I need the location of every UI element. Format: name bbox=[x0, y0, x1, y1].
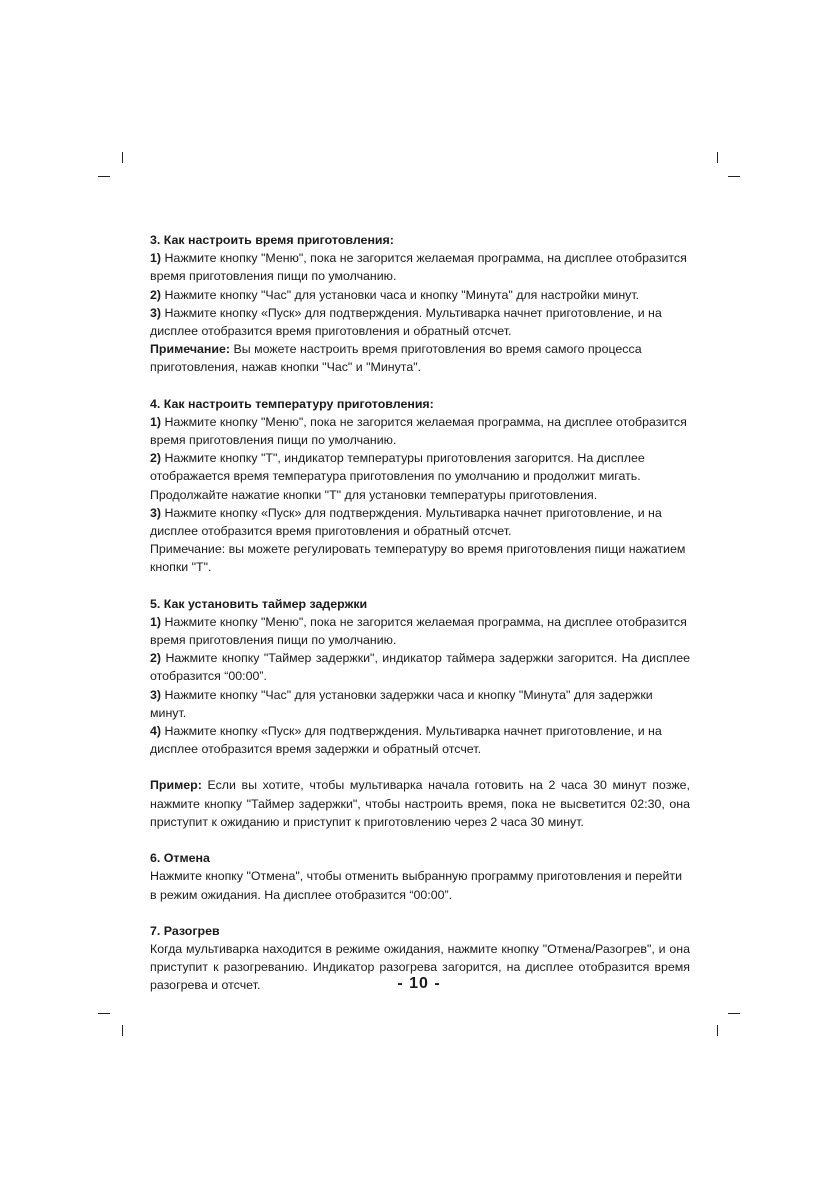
step-1 bbox=[150, 613, 690, 649]
note: Примечание: вы можете регулировать температуру во время приготовления пищи нажатием кнопки "T". bbox=[150, 542, 686, 575]
crop-mark bbox=[122, 1025, 123, 1036]
page-number: - 10 - bbox=[397, 975, 441, 992]
step-number: 2) bbox=[150, 451, 162, 466]
crop-mark bbox=[717, 152, 718, 163]
step-number: 2) bbox=[150, 287, 162, 302]
step-1 bbox=[150, 249, 690, 285]
step-number: 1) bbox=[150, 614, 162, 629]
note-text: Вы можете настроить время приготовления во время самого процесса приготовления, нажав кнопки "Час" и "Минута". bbox=[150, 342, 642, 375]
step-3 bbox=[150, 504, 690, 540]
crop-mark bbox=[728, 176, 740, 177]
step-text: Нажмите кнопку "Меню", пока не загорится желаемая программа, на дисплее отобразится время приготовления пищи по умолчанию. bbox=[150, 614, 687, 648]
example-text: Если вы хотите, чтобы мультиварка начала готовить на 2 часа 30 минут позже, нажмите кнопку "Таймер задержки", чтобы настроить время, пока не высветится 02:30, она приступит к ожиданию и приступит к приготовлению через 2 часа 30 минут. bbox=[150, 778, 690, 829]
step-number: 3) bbox=[150, 305, 162, 320]
step-1 bbox=[150, 413, 690, 449]
step-text: Нажмите кнопку "Час" для установки часа и кнопку "Минута" для настройки минут. bbox=[161, 287, 640, 302]
crop-mark bbox=[122, 152, 123, 163]
example-label: Пример: bbox=[150, 778, 202, 793]
section-title: 5. Как установить таймер задержки bbox=[150, 596, 368, 611]
step-number: 4) bbox=[150, 724, 162, 739]
step-number: 2) bbox=[150, 651, 162, 666]
crop-mark bbox=[98, 176, 110, 177]
section-title: 7. Разогрев bbox=[150, 923, 220, 938]
step-number: 3) bbox=[150, 687, 162, 702]
step-text: Нажмите кнопку «Пуск» для подтверждения. Мультиварка начнет приготовление, и на дисплее отобразится время приготовления и обратный отсчет. bbox=[150, 505, 662, 539]
example-paragraph bbox=[150, 776, 690, 831]
step-text: Нажмите кнопку "Час" для установки задержки часа и кнопку "Минута" для задержки минут. bbox=[150, 687, 653, 720]
step-2 bbox=[150, 286, 690, 304]
section-title: 6. Отмена bbox=[150, 851, 210, 866]
crop-mark bbox=[728, 1013, 740, 1014]
step-number: 1) bbox=[150, 414, 162, 429]
section-delay-timer bbox=[150, 595, 690, 759]
step-3 bbox=[150, 304, 690, 340]
step-text: Нажмите кнопку «Пуск» для подтверждения. Мультиварка начнет приготовление, и на дисплее отобразится время задержки и обратный отсчет. bbox=[150, 724, 662, 757]
step-4 bbox=[150, 722, 690, 758]
crop-mark bbox=[717, 1025, 718, 1036]
section-cooking-time bbox=[150, 231, 690, 377]
example-block bbox=[150, 776, 690, 831]
step-text: Нажмите кнопку "Меню", пока не загорится желаемая программа, на дисплее отобразится время приготовления пищи по умолчанию. bbox=[150, 251, 687, 284]
note-label: Примечание: bbox=[150, 342, 231, 357]
section-cooking-temperature bbox=[150, 395, 690, 577]
section-text: Нажмите кнопку "Отмена", чтобы отменить выбранную программу приготовления и перейти в режим ожидания. На дисплее отобразится “00:00”. bbox=[150, 869, 683, 902]
step-2 bbox=[150, 449, 690, 504]
step-3 bbox=[150, 686, 690, 722]
step-number: 1) bbox=[150, 251, 162, 266]
section-title: 4. Как настроить температуру приготовления: bbox=[150, 396, 434, 411]
step-text: Нажмите кнопку "T", индикатор температуры приготовления загорится. На дисплее отображается время температура приготовления по умолчанию и продолжит мигать. Продолжайте нажатие кнопки "T" для установки температуры приготовления. bbox=[150, 451, 645, 502]
step-text: Нажмите кнопку "Таймер задержки", индикатор таймера задержки загорится. На дисплее отобразится “00:00”. bbox=[150, 651, 690, 684]
note bbox=[150, 340, 690, 376]
section-cancel bbox=[150, 849, 690, 904]
step-number: 3) bbox=[150, 505, 162, 520]
section-text: Когда мультиварка находится в режиме ожидания, нажмите кнопку "Отмена/Разогрев", и она приступит к разогреванию. Индикатор разогрева загорится, на дисплее отобразится время разогрева и отсчет. bbox=[150, 941, 690, 993]
crop-mark bbox=[98, 1013, 110, 1014]
step-text: Нажмите кнопку «Пуск» для подтверждения. Мультиварка начнет приготовление, и на дисплее отобразится время приготовления и обратный отсчет. bbox=[150, 305, 662, 339]
section-title: 3. Как настроить время приготовления: bbox=[150, 233, 394, 247]
step-text: Нажмите кнопку "Меню", пока не загорится желаемая программа, на дисплее отобразится время приготовления пищи по умолчанию. bbox=[150, 414, 687, 448]
page-content bbox=[150, 231, 690, 1013]
step-2 bbox=[150, 649, 690, 685]
